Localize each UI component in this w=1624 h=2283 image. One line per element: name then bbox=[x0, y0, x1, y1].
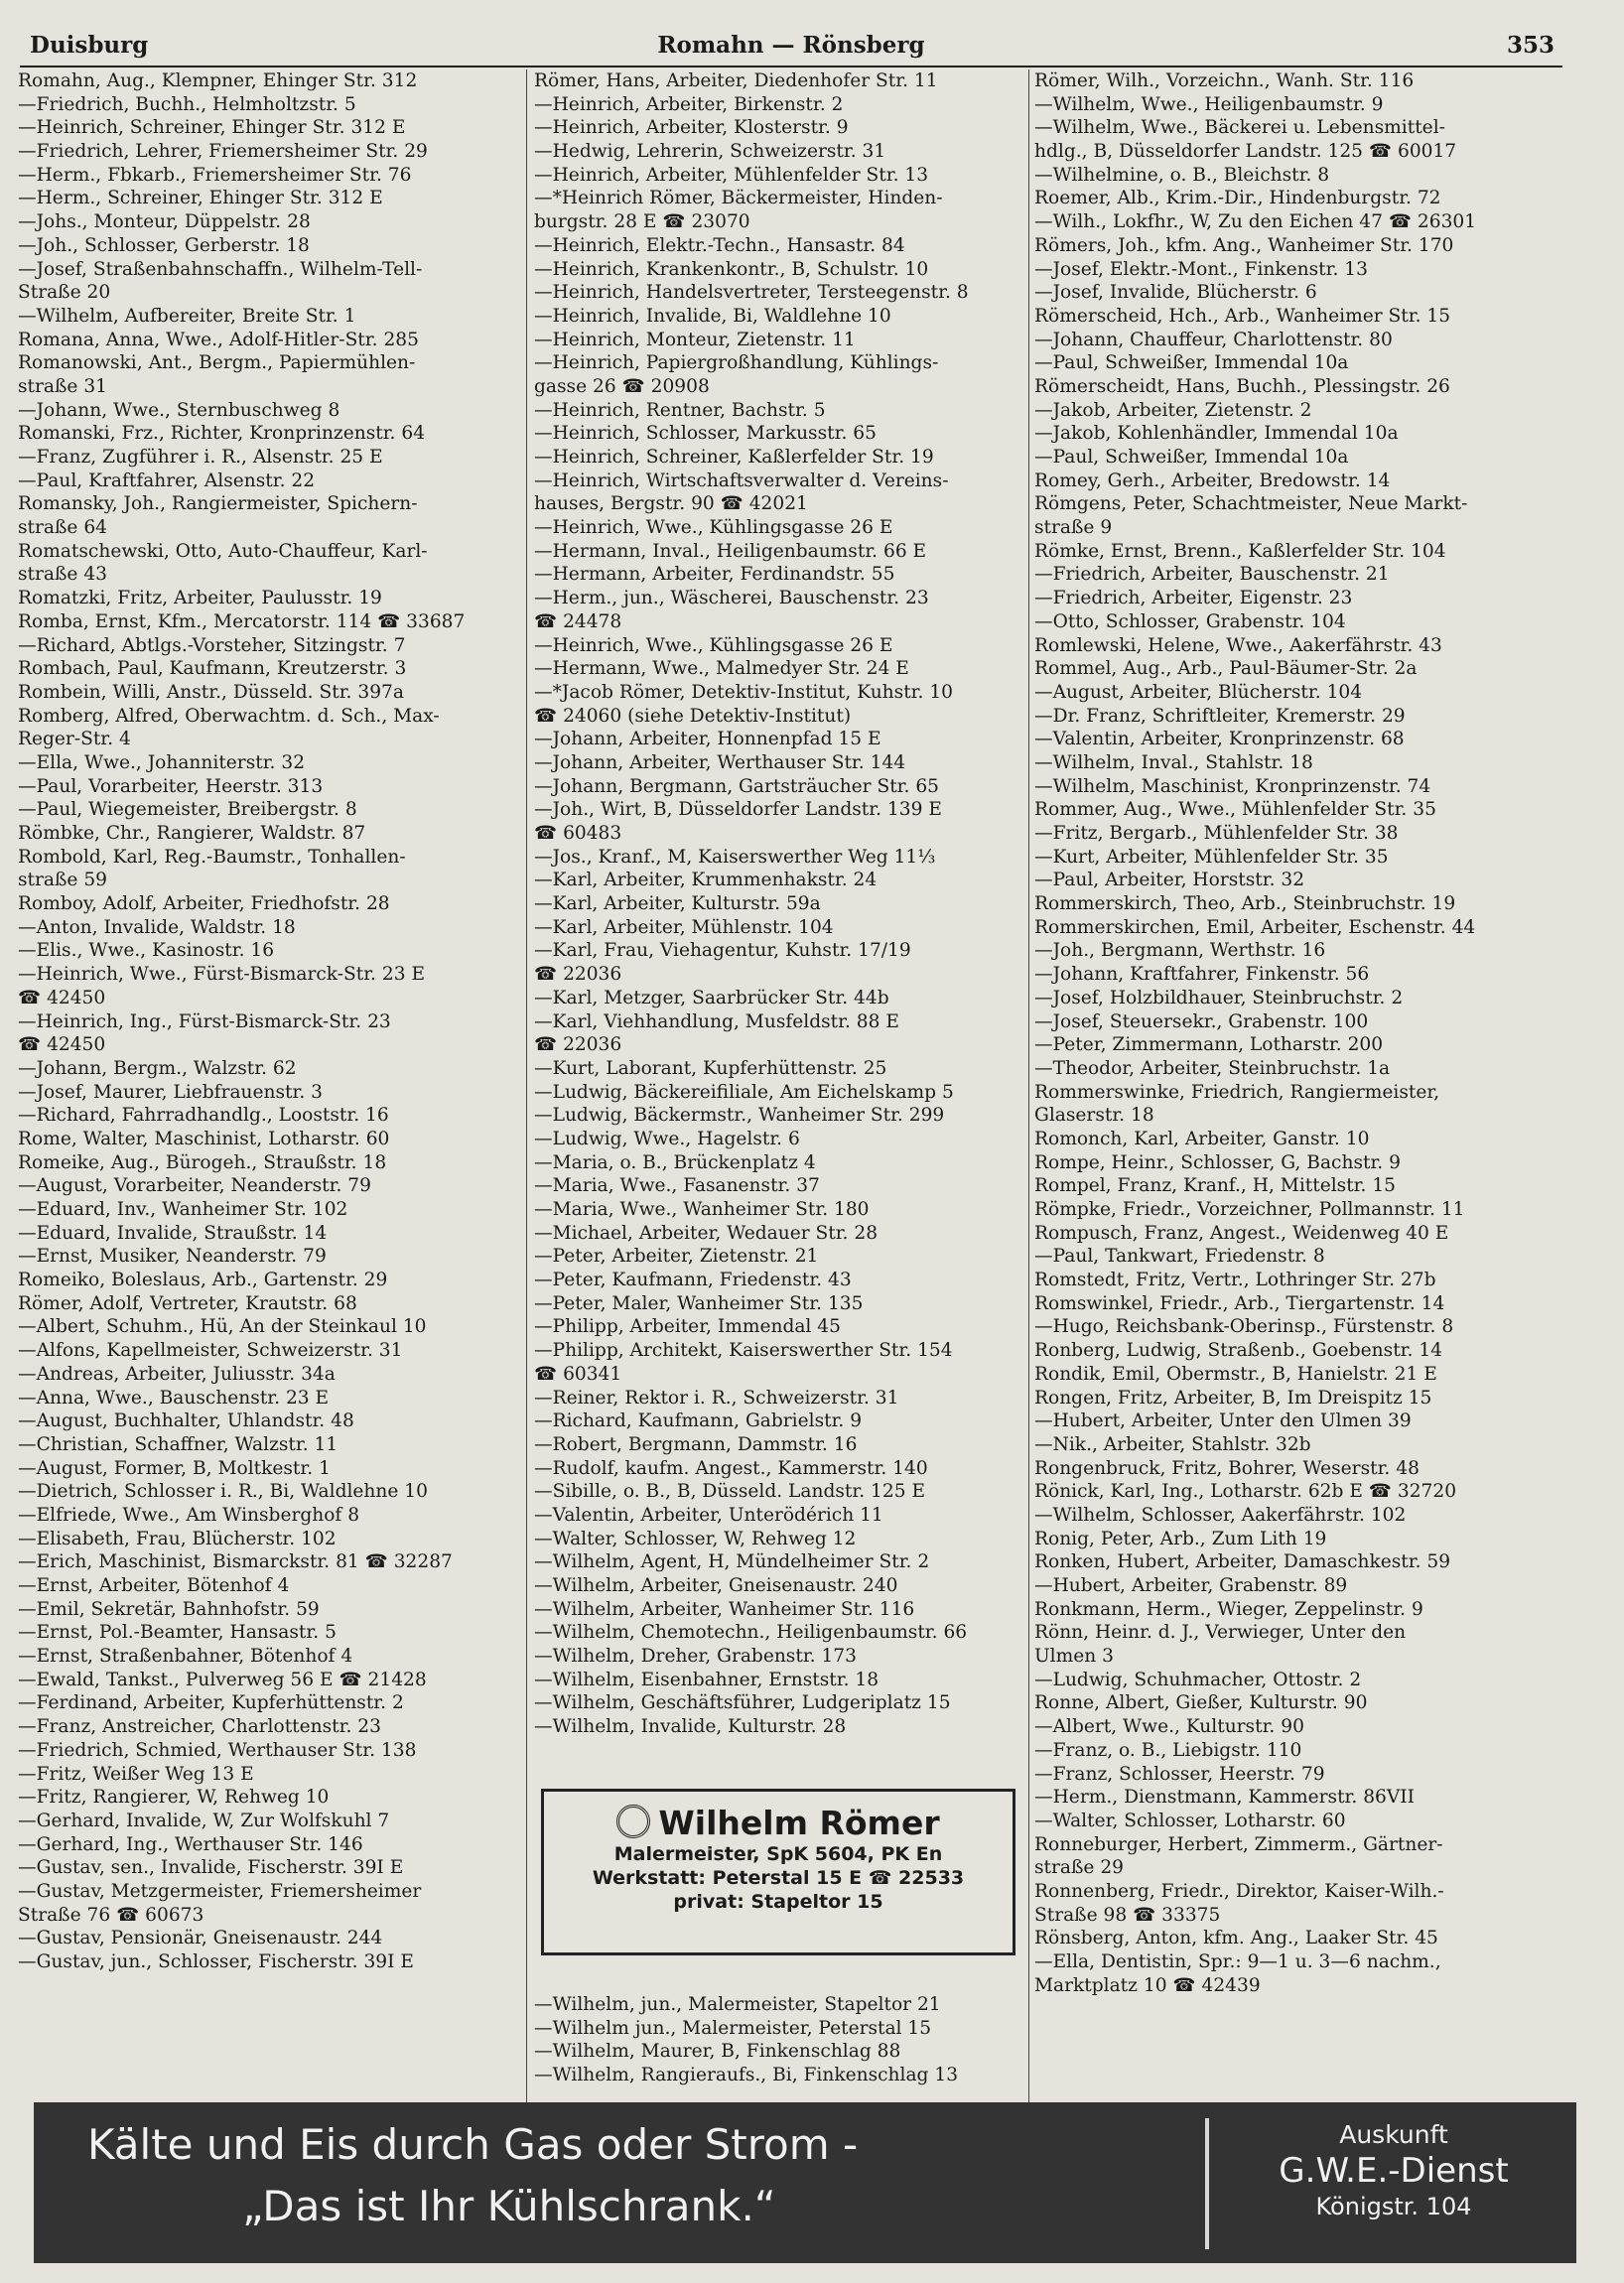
directory-entry: Rompusch, Franz, Angest., Weidenweg 40 E bbox=[1034, 1222, 1449, 1244]
directory-entry: —Wilhelm, Eisenbahner, Ernststr. 18 bbox=[534, 1669, 880, 1690]
directory-entry: —Heinrich, Wwe., Fürst-Bismarck-Str. 23 E bbox=[18, 964, 426, 986]
directory-entry: —Wilhelm, Invalide, Kulturstr. 28 bbox=[534, 1716, 847, 1738]
directory-entry: —Gustav, jun., Schlosser, Fischerstr. 39I E bbox=[18, 1951, 414, 1972]
directory-entry: —Friedrich, Schmied, Werthauser Str. 138 bbox=[18, 1739, 417, 1761]
directory-entry: —Heinrich, Invalide, Bi, Waldlehne 10 bbox=[534, 305, 891, 327]
directory-entry: —Paul, Schweißer, Immendal 10a bbox=[1034, 352, 1349, 374]
directory-entry: —Friedrich, Arbeiter, Bauschenstr. 21 bbox=[1034, 564, 1390, 586]
directory-entry: —Heinrich, Papiergroßhandlung, Kühlings- bbox=[534, 352, 939, 374]
directory-entry: —Johann, Bergmann, Gartsträucher Str. 65 bbox=[534, 775, 940, 797]
directory-entry: —Erich, Maschinist, Bismarckstr. 81 ☎ 32287 bbox=[18, 1551, 453, 1573]
directory-entry: ☎ 42450 bbox=[18, 1034, 106, 1056]
directory-entry: —Walter, Schlosser, W, Rehweg 12 bbox=[534, 1528, 857, 1549]
directory-entry: —Wilhelm, Chemotechn., Heiligenbaumstr. 66 bbox=[534, 1622, 968, 1644]
directory-entry: Glaserstr. 18 bbox=[1034, 1105, 1154, 1127]
directory-entry: —Hermann, Inval., Heiligenbaumstr. 66 E bbox=[534, 540, 927, 562]
directory-entry: Rönsberg, Anton, kfm. Ang., Laaker Str. 45 bbox=[1034, 1928, 1438, 1949]
directory-entry: —Heinrich, Schlosser, Markusstr. 65 bbox=[534, 423, 877, 445]
directory-entry: —August, Buchhalter, Uhlandstr. 48 bbox=[18, 1410, 354, 1432]
directory-entry: hauses, Bergstr. 90 ☎ 42021 bbox=[534, 493, 808, 515]
directory-entry: —Theodor, Arbeiter, Steinbruchstr. 1a bbox=[1034, 1057, 1391, 1079]
directory-column-2 bbox=[534, 69, 1030, 1739]
directory-entry: —Wilhelm, Wwe., Heiligenbaumstr. 9 bbox=[1034, 93, 1384, 115]
header-range: Romahn — Rönsberg bbox=[657, 32, 925, 59]
directory-entry: —Wilhelm, Inval., Stahlstr. 18 bbox=[1034, 751, 1313, 773]
directory-entry: —Jakob, Kohlenhändler, Immendal 10a bbox=[1034, 423, 1399, 445]
ad-line: Malermeister, SpK 5604, PK En bbox=[613, 1843, 943, 1865]
directory-entry: ☎ 60483 bbox=[534, 823, 622, 844]
directory-entry: —Johann, Arbeiter, Honnenpfad 15 E bbox=[534, 729, 881, 750]
directory-entry: —Ernst, Pol.-Beamter, Hansastr. 5 bbox=[18, 1622, 337, 1644]
directory-entry: —Ella, Wwe., Johanniterstr. 32 bbox=[18, 751, 306, 773]
directory-entry: Romlewski, Helene, Wwe., Aakerfährstr. 43 bbox=[1034, 634, 1442, 656]
directory-entry: Römerscheid, Hch., Arb., Wanheimer Str. 15 bbox=[1034, 305, 1451, 327]
directory-entry: —Hedwig, Lehrerin, Schweizerstr. 31 bbox=[534, 141, 886, 163]
directory-entry: —Karl, Arbeiter, Kulturstr. 59a bbox=[534, 893, 821, 915]
directory-entry: —Johann, Chauffeur, Charlottenstr. 80 bbox=[1034, 329, 1393, 350]
directory-entry: —Gustav, Metzgermeister, Friemersheimer bbox=[18, 1880, 422, 1902]
directory-entry: Ronken, Hubert, Arbeiter, Damaschkestr. 59 bbox=[1034, 1551, 1451, 1573]
directory-entry: —August, Former, B, Moltkestr. 1 bbox=[18, 1457, 331, 1479]
directory-entry: —Franz, o. B., Liebigstr. 110 bbox=[1034, 1739, 1302, 1761]
directory-entry: Romatschewski, Otto, Auto-Chauffeur, Karl- bbox=[18, 540, 428, 562]
directory-entry: —Kurt, Arbeiter, Mühlenfelder Str. 35 bbox=[1034, 846, 1389, 868]
directory-entry: Rommerswinke, Friedrich, Rangiermeister, bbox=[1034, 1081, 1440, 1103]
directory-entry: —Josef, Elektr.-Mont., Finkenstr. 13 bbox=[1034, 258, 1368, 280]
directory-entry: —Anna, Wwe., Bauschenstr. 23 E bbox=[18, 1387, 330, 1409]
directory-entry: —Hermann, Wwe., Malmedyer Str. 24 E bbox=[534, 658, 909, 680]
directory-entry: —Hermann, Arbeiter, Ferdinandstr. 55 bbox=[534, 564, 895, 586]
directory-entry: —Heinrich, Schreiner, Ehinger Str. 312 E bbox=[18, 117, 406, 139]
directory-entry: straße 9 bbox=[1034, 517, 1113, 539]
directory-entry: —Heinrich, Arbeiter, Mühlenfelder Str. 13 bbox=[534, 164, 929, 186]
directory-entry: —Joh., Bergmann, Werthstr. 16 bbox=[1034, 940, 1326, 962]
directory-entry: —Rudolf, kaufm. Angest., Kammerstr. 140 bbox=[534, 1457, 928, 1479]
directory-entry: —Karl, Arbeiter, Mühlenstr. 104 bbox=[534, 916, 834, 938]
directory-entry: hdlg., B, Düsseldorfer Landstr. 125 ☎ 60017 bbox=[1034, 141, 1457, 163]
directory-entry: —Heinrich, Ing., Fürst-Bismarck-Str. 23 bbox=[18, 1010, 391, 1032]
directory-entry: —Heinrich, Arbeiter, Birkenstr. 2 bbox=[534, 93, 844, 115]
directory-entry: —Maria, Wwe., Wanheimer Str. 180 bbox=[534, 1199, 870, 1220]
directory-entry: —Nik., Arbeiter, Stahlstr. 32b bbox=[1034, 1433, 1311, 1455]
directory-entry: Straße 98 ☎ 33375 bbox=[1034, 1904, 1221, 1926]
directory-entry: —Heinrich, Wwe., Kühlingsgasse 26 E bbox=[534, 634, 893, 656]
directory-entry: —Valentin, Arbeiter, Unterödérich 11 bbox=[534, 1504, 883, 1526]
directory-entry: —Eduard, Inv., Wanheimer Str. 102 bbox=[18, 1199, 348, 1220]
page-number: 353 bbox=[1506, 32, 1555, 59]
banner-info bbox=[1211, 2120, 1576, 2220]
directory-entry: —Fritz, Weißer Weg 13 E bbox=[18, 1763, 254, 1785]
directory-entry: Rompe, Heinr., Schlosser, G, Bachstr. 9 bbox=[1034, 1151, 1401, 1173]
directory-column-3 bbox=[1034, 69, 1560, 1997]
directory-entry: Reger-Str. 4 bbox=[18, 729, 131, 750]
directory-entry: —Gustav, Pensionär, Gneisenaustr. 244 bbox=[18, 1928, 383, 1949]
directory-entry: —Wilhelm, Maschinist, Kronprinzenstr. 74 bbox=[1034, 775, 1431, 797]
directory-entry: Römerscheidt, Hans, Buchh., Plessingstr. 26 bbox=[1034, 375, 1450, 397]
directory-entry: Römer, Wilh., Vorzeichn., Wanh. Str. 116 bbox=[1034, 70, 1415, 91]
directory-entry: Romboy, Adolf, Arbeiter, Friedhofstr. 28 bbox=[18, 893, 390, 915]
directory-entry: ☎ 24478 bbox=[534, 610, 622, 632]
directory-entry: —Wilhelm, Schlosser, Aakerfährstr. 102 bbox=[1034, 1504, 1407, 1526]
directory-entry: —Anton, Invalide, Waldstr. 18 bbox=[18, 916, 296, 938]
directory-entry: —Wilhelm, Arbeiter, Gneisenaustr. 240 bbox=[534, 1575, 898, 1596]
directory-entry: —Richard, Kaufmann, Gabrielstr. 9 bbox=[534, 1410, 863, 1432]
directory-entry: —Heinrich, Krankenkontr., B, Schulstr. 10 bbox=[534, 258, 929, 280]
directory-entry: —Gerhard, Ing., Werthauser Str. 146 bbox=[18, 1833, 363, 1855]
ad-title bbox=[544, 1804, 1013, 1842]
banner-line-2: „Das ist Ihr Kühlschrank.“ bbox=[242, 2182, 776, 2230]
directory-entry: ☎ 60341 bbox=[534, 1363, 622, 1385]
directory-entry: straße 64 bbox=[18, 517, 107, 539]
directory-entry: —Johann, Kraftfahrer, Finkenstr. 56 bbox=[1034, 964, 1370, 986]
directory-entry: —Paul, Tankwart, Friedenstr. 8 bbox=[1034, 1246, 1325, 1268]
directory-entry: Rondik, Emil, Obermstr., B, Hanielstr. 21 E bbox=[1034, 1363, 1437, 1385]
directory-entry: —Ludwig, Wwe., Hagelstr. 6 bbox=[534, 1128, 800, 1149]
directory-entry: Römer, Adolf, Vertreter, Krautstr. 68 bbox=[18, 1292, 357, 1314]
directory-entry: —Ernst, Arbeiter, Bötenhof 4 bbox=[18, 1575, 290, 1596]
column-divider bbox=[526, 69, 527, 2104]
directory-entry: —Ludwig, Bäckereifiliale, Am Eichelskamp 5 bbox=[534, 1081, 954, 1103]
directory-entry: —*Jacob Römer, Detektiv-Institut, Kuhstr. 10 bbox=[534, 681, 953, 703]
directory-entry: —Paul, Schweißer, Immendal 10a bbox=[1034, 447, 1349, 468]
directory-entry: —Maria, o. B., Brückenplatz 4 bbox=[534, 1151, 816, 1173]
directory-entry: —Johann, Wwe., Sternbuschweg 8 bbox=[18, 399, 340, 421]
directory-entry: —Sibille, o. B., B, Düsseld. Landstr. 125 E bbox=[534, 1481, 926, 1503]
directory-entry: —Ferdinand, Arbeiter, Kupferhüttenstr. 2 bbox=[18, 1692, 404, 1714]
directory-entry: —Joh., Wirt, B, Düsseldorfer Landstr. 139 E bbox=[534, 799, 942, 821]
banner-info-label: Auskunft bbox=[1339, 2120, 1448, 2149]
directory-entry: —Josef, Invalide, Blücherstr. 6 bbox=[1034, 282, 1317, 304]
directory-entry: —Karl, Viehhandlung, Musfeldstr. 88 E bbox=[534, 1010, 899, 1032]
directory-entry: ☎ 22036 bbox=[534, 1034, 622, 1056]
directory-entry: —Alfons, Kapellmeister, Schweizerstr. 31 bbox=[18, 1340, 403, 1362]
directory-entry: —Ernst, Musiker, Neanderstr. 79 bbox=[18, 1246, 327, 1268]
directory-entry: —Otto, Schlosser, Grabenstr. 104 bbox=[1034, 610, 1346, 632]
directory-entry: —Wilhelm, jun., Malermeister, Stapeltor 21 bbox=[534, 1994, 941, 2015]
directory-entry: Romahn, Aug., Klempner, Ehinger Str. 312 bbox=[18, 70, 418, 91]
directory-entry: —Wilhelm, Aufbereiter, Breite Str. 1 bbox=[18, 305, 356, 327]
page-header bbox=[20, 28, 1562, 67]
directory-entry: Rombein, Willi, Anstr., Düsseld. Str. 397a bbox=[18, 681, 404, 703]
ad-line: privat: Stapeltor 15 bbox=[673, 1891, 883, 1913]
directory-entry: ☎ 22036 bbox=[534, 964, 622, 986]
directory-entry: straße 43 bbox=[18, 564, 107, 586]
directory-entry: —Jos., Kranf., M, Kaiserswerther Weg 11⅓ bbox=[534, 846, 936, 868]
directory-entry: —Wilhelm, Maurer, B, Finkenschlag 88 bbox=[534, 2041, 901, 2063]
directory-entry: —Wilh., Lokfhr., W, Zu den Eichen 47 ☎ 26301 bbox=[1034, 211, 1477, 233]
directory-entry: —Richard, Abtlgs.-Vorsteher, Sitzingstr. 7 bbox=[18, 634, 406, 656]
directory-entry: Ronberg, Ludwig, Straßenb., Goebenstr. 14 bbox=[1034, 1340, 1442, 1362]
header-city: Duisburg bbox=[30, 32, 149, 59]
directory-entry: —Franz, Schlosser, Heerstr. 79 bbox=[1034, 1763, 1325, 1785]
directory-entry: —Paul, Kraftfahrer, Alsenstr. 22 bbox=[18, 470, 316, 491]
directory-entry: —Wilhelm, Rangieraufs., Bi, Finkenschlag 13 bbox=[534, 2065, 959, 2086]
directory-entry: Rönick, Karl, Ing., Lotharstr. 62b E ☎ 32720 bbox=[1034, 1481, 1457, 1503]
directory-entry: —Christian, Schaffner, Walzstr. 11 bbox=[18, 1433, 338, 1455]
directory-entry: —Paul, Arbeiter, Horststr. 32 bbox=[1034, 870, 1305, 891]
directory-entry: ☎ 24060 (siehe Detektiv-Institut) bbox=[534, 705, 852, 727]
directory-entry: —Heinrich, Monteur, Zietenstr. 11 bbox=[534, 329, 856, 350]
directory-entry: —Johs., Monteur, Düppelstr. 28 bbox=[18, 211, 311, 233]
directory-entry: —Heinrich, Wwe., Kühlingsgasse 26 E bbox=[534, 517, 893, 539]
directory-entry: —Johann, Bergm., Walzstr. 62 bbox=[18, 1057, 297, 1079]
directory-column-1 bbox=[18, 69, 516, 1974]
directory-entry: —Herm., Dienstmann, Kammerstr. 86VII bbox=[1034, 1787, 1415, 1809]
directory-entry: —Heinrich, Elektr.-Techn., Hansastr. 84 bbox=[534, 234, 905, 256]
directory-entry: Romatzki, Fritz, Arbeiter, Paulusstr. 19 bbox=[18, 588, 382, 609]
directory-entry: Romswinkel, Friedr., Arb., Tiergartenstr. 14 bbox=[1034, 1292, 1445, 1314]
directory-entry: —Franz, Zugführer i. R., Alsenstr. 25 E bbox=[18, 447, 383, 468]
directory-entry: Romey, Gerh., Arbeiter, Bredowstr. 14 bbox=[1034, 470, 1391, 491]
ad-line: Werkstatt: Peterstal 15 E ☎ 22533 bbox=[592, 1867, 965, 1889]
directory-entry: —Peter, Kaufmann, Friedenstr. 43 bbox=[534, 1270, 852, 1291]
directory-entry: —Heinrich, Handelsvertreter, Tersteegenstr. 8 bbox=[534, 282, 969, 304]
directory-entry: —Josef, Holzbildhauer, Steinbruchstr. 2 bbox=[1034, 987, 1404, 1008]
directory-entry: —Ewald, Tankst., Pulverweg 56 E ☎ 21428 bbox=[18, 1669, 427, 1690]
advertisement-box bbox=[541, 1789, 1015, 1955]
directory-entry: —Friedrich, Arbeiter, Eigenstr. 23 bbox=[1034, 588, 1353, 609]
directory-entry: —Friedrich, Lehrer, Friemersheimer Str. 29 bbox=[18, 141, 428, 163]
banner-line-1: Kälte und Eis durch Gas oder Strom - bbox=[87, 2120, 859, 2169]
directory-entry: —Joh., Schlosser, Gerberstr. 18 bbox=[18, 234, 310, 256]
directory-entry: Romonch, Karl, Arbeiter, Ganstr. 10 bbox=[1034, 1128, 1370, 1149]
directory-entry: Römpke, Friedr., Vorzeichner, Pollmannstr. 11 bbox=[1034, 1199, 1465, 1220]
directory-entry: Romberg, Alfred, Oberwachtm. d. Sch., Max- bbox=[18, 705, 440, 727]
directory-entry: —Elfriede, Wwe., Am Winsberghof 8 bbox=[18, 1504, 360, 1526]
directory-entry: Rongenbruck, Fritz, Bohrer, Weserstr. 48 bbox=[1034, 1457, 1420, 1479]
directory-entry: —Paul, Vorarbeiter, Heerstr. 313 bbox=[18, 775, 324, 797]
directory-entry: —Dietrich, Schlosser i. R., Bi, Waldlehne 10 bbox=[18, 1481, 428, 1503]
directory-entry: —Walter, Schlosser, Lotharstr. 60 bbox=[1034, 1810, 1346, 1831]
directory-entry: —Paul, Wiegemeister, Breibergstr. 8 bbox=[18, 799, 357, 821]
directory-entry: Ronneburger, Herbert, Zimmerm., Gärtner- bbox=[1034, 1833, 1443, 1855]
directory-entry: Romstedt, Fritz, Vertr., Lothringer Str. 27b bbox=[1034, 1270, 1436, 1291]
directory-entry: —August, Vorarbeiter, Neanderstr. 79 bbox=[18, 1175, 371, 1197]
directory-column-2-continued bbox=[534, 1993, 1030, 2087]
directory-entry: burgstr. 28 E ☎ 23070 bbox=[534, 211, 750, 233]
directory-entry: Ronig, Peter, Arb., Zum Lith 19 bbox=[1034, 1528, 1327, 1549]
directory-entry: gasse 26 ☎ 20908 bbox=[534, 375, 710, 397]
directory-entry: —Philipp, Arbeiter, Immendal 45 bbox=[534, 1316, 841, 1338]
directory-entry: —Friedrich, Buchh., Helmholtzstr. 5 bbox=[18, 93, 356, 115]
directory-entry: —Herm., Fbkarb., Friemersheimer Str. 76 bbox=[18, 164, 412, 186]
directory-entry: —Heinrich, Rentner, Bachstr. 5 bbox=[534, 399, 826, 421]
directory-entry: —Karl, Frau, Viehagentur, Kuhstr. 17/19 bbox=[534, 940, 911, 962]
directory-entry: Rommel, Aug., Arb., Paul-Bäumer-Str. 2a bbox=[1034, 658, 1418, 680]
directory-entry: —Wilhelm, Geschäftsführer, Ludgeriplatz 15 bbox=[534, 1692, 951, 1714]
directory-entry: —*Heinrich Römer, Bäckermeister, Hinden- bbox=[534, 188, 943, 209]
directory-entry: Romansky, Joh., Rangiermeister, Spichern- bbox=[18, 493, 418, 515]
directory-entry: Romanowski, Ant., Bergm., Papiermühlen- bbox=[18, 352, 416, 374]
directory-entry: —Johann, Arbeiter, Werthauser Str. 144 bbox=[534, 751, 906, 773]
directory-entry: —Hugo, Reichsbank-Oberinsp., Fürstenstr. 8 bbox=[1034, 1316, 1454, 1338]
directory-entry: —Elis., Wwe., Kasinostr. 16 bbox=[18, 940, 275, 962]
directory-entry: —Wilhelm, Dreher, Grabenstr. 173 bbox=[534, 1646, 857, 1668]
directory-entry: —Peter, Arbeiter, Zietenstr. 21 bbox=[534, 1246, 819, 1268]
directory-entry: Rommerskirch, Theo, Arb., Steinbruchstr. 19 bbox=[1034, 893, 1456, 915]
directory-entry: Roemer, Alb., Krim.-Dir., Hindenburgstr. 72 bbox=[1034, 188, 1441, 209]
directory-entry: —Herm., jun., Wäscherei, Bauschenstr. 23 bbox=[534, 588, 929, 609]
directory-entry: —Gustav, sen., Invalide, Fischerstr. 39I E bbox=[18, 1857, 404, 1879]
directory-entry: Rönn, Heinr. d. J., Verwieger, Unter den bbox=[1034, 1622, 1407, 1644]
banner-info-address: Königstr. 104 bbox=[1315, 2193, 1472, 2220]
banner-info-service: G.W.E.-Dienst bbox=[1279, 2151, 1509, 2191]
directory-entry: —Emil, Sekretär, Bahnhofstr. 59 bbox=[18, 1598, 320, 1620]
directory-entry: Ronnenberg, Friedr., Direktor, Kaiser-Wilh.- bbox=[1034, 1880, 1444, 1902]
directory-entry: —Kurt, Laborant, Kupferhüttenstr. 25 bbox=[534, 1057, 887, 1079]
directory-entry: Romeiko, Boleslaus, Arb., Gartenstr. 29 bbox=[18, 1270, 388, 1291]
directory-entry: Ronne, Albert, Gießer, Kulturstr. 90 bbox=[1034, 1692, 1368, 1714]
ad-title-text: Wilhelm Römer bbox=[658, 1804, 940, 1842]
directory-entry: Rombach, Paul, Kaufmann, Kreutzerstr. 3 bbox=[18, 658, 407, 680]
directory-entry: Romeike, Aug., Bürogeh., Straußstr. 18 bbox=[18, 1151, 387, 1173]
directory-entry: straße 29 bbox=[1034, 1857, 1124, 1879]
directory-entry: —Josef, Maurer, Liebfrauenstr. 3 bbox=[18, 1081, 324, 1103]
directory-entry: —Robert, Bergmann, Dammstr. 16 bbox=[534, 1433, 858, 1455]
directory-entry: —Hubert, Arbeiter, Unter den Ulmen 39 bbox=[1034, 1410, 1412, 1432]
directory-entry: —Eduard, Invalide, Straußstr. 14 bbox=[18, 1222, 328, 1244]
directory-entry: Romanski, Frz., Richter, Kronprinzenstr. 64 bbox=[18, 423, 426, 445]
directory-entry: —Albert, Schuhm., Hü, An der Steinkaul 10 bbox=[18, 1316, 427, 1338]
directory-entry: Rommerskirchen, Emil, Arbeiter, Eschenstr. 44 bbox=[1034, 916, 1476, 938]
directory-entry: —Philipp, Architekt, Kaiserswerther Str. 154 bbox=[534, 1340, 953, 1362]
directory-entry: ☎ 42450 bbox=[18, 987, 106, 1008]
directory-entry: —Josef, Straßenbahnschaffn., Wilhelm-Tell- bbox=[18, 258, 423, 280]
directory-entry: straße 31 bbox=[18, 375, 107, 397]
directory-entry: —Heinrich, Schreiner, Kaßlerfelder Str. 19 bbox=[534, 447, 934, 468]
directory-entry: —Wilhelm, Agent, H, Mündelheimer Str. 2 bbox=[534, 1551, 930, 1573]
directory-entry: —Wilhelm, Arbeiter, Wanheimer Str. 116 bbox=[534, 1598, 915, 1620]
directory-entry: —Karl, Metzger, Saarbrücker Str. 44b bbox=[534, 987, 889, 1008]
directory-entry: —Josef, Steuersekr., Grabenstr. 100 bbox=[1034, 1010, 1369, 1032]
directory-entry: —Peter, Zimmermann, Lotharstr. 200 bbox=[1034, 1034, 1384, 1056]
directory-entry: —Elisabeth, Frau, Blücherstr. 102 bbox=[18, 1528, 337, 1549]
directory-entry: —Ludwig, Bäckermstr., Wanheimer Str. 299 bbox=[534, 1105, 945, 1127]
directory-entry: Rome, Walter, Maschinist, Lotharstr. 60 bbox=[18, 1128, 390, 1149]
directory-entry: —Albert, Wwe., Kulturstr. 90 bbox=[1034, 1716, 1304, 1738]
directory-entry: —Ernst, Straßenbahner, Bötenhof 4 bbox=[18, 1646, 353, 1668]
directory-entry: —Maria, Wwe., Fasanenstr. 37 bbox=[534, 1175, 820, 1197]
directory-entry: Rommer, Aug., Wwe., Mühlenfelder Str. 35 bbox=[1034, 799, 1436, 821]
directory-entry: —Richard, Fahrradhandlg., Looststr. 16 bbox=[18, 1105, 389, 1127]
directory-entry: Ulmen 3 bbox=[1034, 1646, 1114, 1668]
directory-entry: —Wilhelm jun., Malermeister, Peterstal 15 bbox=[534, 2017, 932, 2039]
directory-entry: Römbke, Chr., Rangierer, Waldstr. 87 bbox=[18, 823, 366, 844]
directory-entry: —Ella, Dentistin, Spr.: 9—1 u. 3—6 nachm., bbox=[1034, 1951, 1441, 1972]
directory-entry: Römgens, Peter, Schachtmeister, Neue Markt- bbox=[1034, 493, 1468, 515]
directory-entry: Marktplatz 10 ☎ 42439 bbox=[1034, 1974, 1261, 1996]
directory-entry: —August, Arbeiter, Blücherstr. 104 bbox=[1034, 681, 1363, 703]
directory-entry: Straße 76 ☎ 60673 bbox=[18, 1904, 204, 1926]
directory-entry: Römer, Hans, Arbeiter, Diedenhofer Str. 11 bbox=[534, 70, 938, 91]
directory-entry: —Fritz, Rangierer, W, Rehweg 10 bbox=[18, 1787, 330, 1809]
directory-entry: —Heinrich, Wirtschaftsverwalter d. Vereins- bbox=[534, 470, 949, 491]
directory-entry: —Jakob, Arbeiter, Zietenstr. 2 bbox=[1034, 399, 1312, 421]
directory-entry: Straße 20 bbox=[18, 282, 111, 304]
directory-entry: —Herm., Schreiner, Ehinger Str. 312 E bbox=[18, 188, 383, 209]
directory-entry: —Wilhelm, Wwe., Bäckerei u. Lebensmittel- bbox=[1034, 117, 1445, 139]
directory-entry: —Gerhard, Invalide, W, Zur Wolfskuhl 7 bbox=[18, 1810, 390, 1831]
directory-entry: —Andreas, Arbeiter, Juliusstr. 34a bbox=[18, 1363, 336, 1385]
wreath-icon bbox=[616, 1805, 650, 1838]
directory-entry: —Dr. Franz, Schriftleiter, Kremerstr. 29 bbox=[1034, 705, 1406, 727]
directory-entry: —Ludwig, Schuhmacher, Ottostr. 2 bbox=[1034, 1669, 1362, 1690]
directory-entry: Rompel, Franz, Kranf., H, Mittelstr. 15 bbox=[1034, 1175, 1397, 1197]
directory-entry: —Heinrich, Arbeiter, Klosterstr. 9 bbox=[534, 117, 849, 139]
directory-entry: Romana, Anna, Wwe., Adolf-Hitler-Str. 285 bbox=[18, 329, 419, 350]
directory-entry: Ronkmann, Herm., Wieger, Zeppelinstr. 9 bbox=[1034, 1598, 1423, 1620]
directory-entry: —Reiner, Rektor i. R., Schweizerstr. 31 bbox=[534, 1387, 899, 1409]
directory-entry: —Hubert, Arbeiter, Grabenstr. 89 bbox=[1034, 1575, 1348, 1596]
directory-entry: Rombold, Karl, Reg.-Baumstr., Tonhallen- bbox=[18, 846, 406, 868]
directory-entry: Romba, Ernst, Kfm., Mercatorstr. 114 ☎ 33687 bbox=[18, 610, 466, 632]
directory-entry: Römke, Ernst, Brenn., Kaßlerfelder Str. 104 bbox=[1034, 540, 1446, 562]
directory-entry: Römers, Joh., kfm. Ang., Wanheimer Str. 170 bbox=[1034, 234, 1454, 256]
directory-entry: —Peter, Maler, Wanheimer Str. 135 bbox=[534, 1292, 864, 1314]
banner-divider bbox=[1205, 2118, 1209, 2249]
directory-entry: Rongen, Fritz, Arbeiter, B, Im Dreispitz 15 bbox=[1034, 1387, 1432, 1409]
directory-entry: —Karl, Arbeiter, Krummenhakstr. 24 bbox=[534, 870, 878, 891]
advertisement-banner bbox=[34, 2102, 1576, 2263]
directory-entry: —Franz, Anstreicher, Charlottenstr. 23 bbox=[18, 1716, 381, 1738]
directory-entry: —Wilhelmine, o. B., Bleichstr. 8 bbox=[1034, 164, 1330, 186]
directory-entry: —Michael, Arbeiter, Wedauer Str. 28 bbox=[534, 1222, 879, 1244]
directory-entry: straße 59 bbox=[18, 870, 107, 891]
directory-entry: —Valentin, Arbeiter, Kronprinzenstr. 68 bbox=[1034, 729, 1405, 750]
directory-entry: —Fritz, Bergarb., Mühlenfelder Str. 38 bbox=[1034, 823, 1399, 844]
